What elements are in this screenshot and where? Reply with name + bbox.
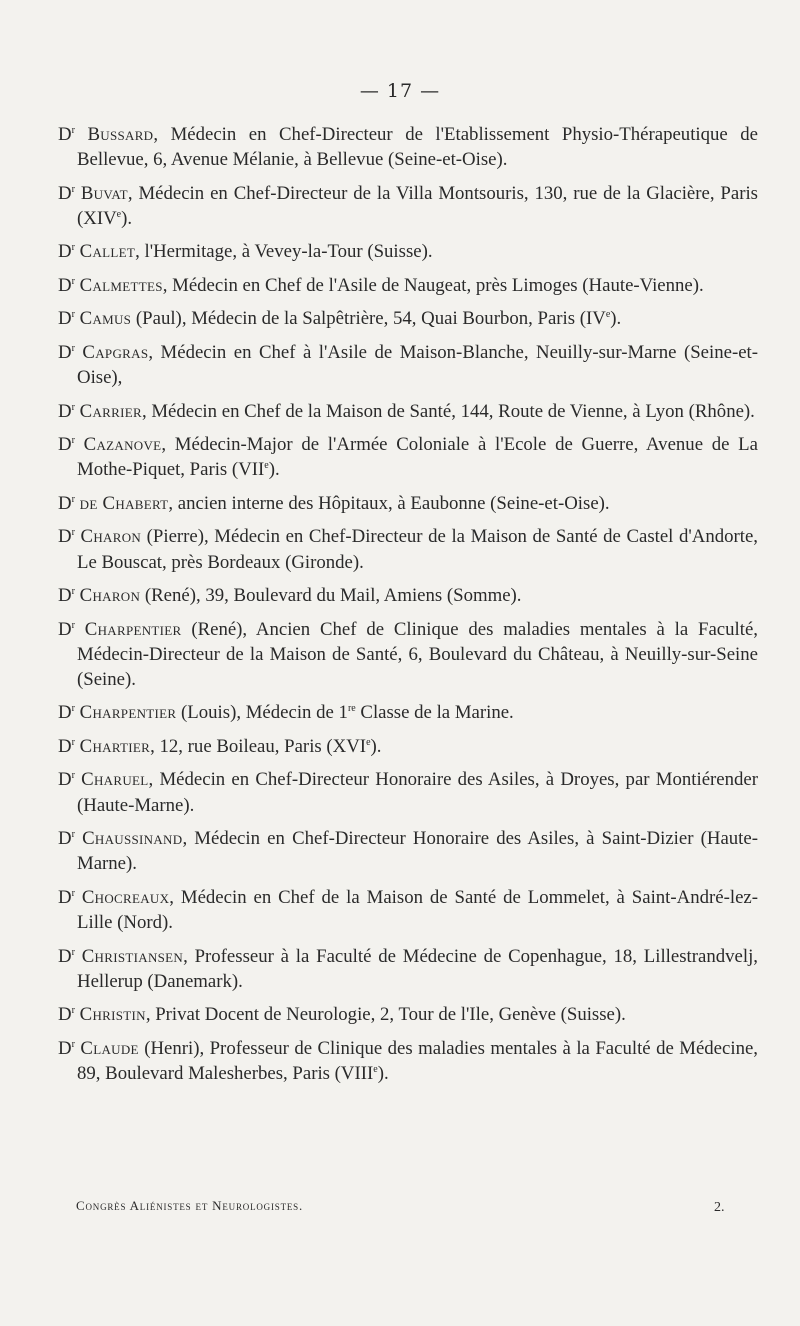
entry-text: (Louis), Médecin de 1 [176,702,348,724]
doctor-name: Cazanove [83,434,162,456]
ordinal-sup: e [373,1063,378,1075]
entry-text: (Pierre), Médecin en Chef-Directeur de la Maison de Santé de Castel d'Andorte, Le Bouscat, près Bordeaux (Gironde). [77,526,758,573]
title-sup: r [71,125,75,136]
title: D [58,400,72,422]
doctor-name: Camus [79,308,132,330]
directory-entry [58,944,758,994]
directory-entry [58,767,758,817]
directory-entry [58,273,758,298]
entry-text: , Médecin en Chef-Directeur de l'Etablissement Physio-Thérapeutique de Bellevue, 6, Avenue Mélanie, à Bellevue (Seine-et-Oise). [77,124,758,171]
doctor-name: Calmettes [79,274,163,296]
title: D [58,769,72,791]
entry-text: (René), Ancien Chef de Clinique des maladies mentales à la Faculté, Médecin-Directeur de la Maison de Santé, 6, Boulevard du Château, à Neuilly-sur-Seine (Seine). [77,618,758,690]
title: D [58,182,72,204]
title: D [58,308,72,330]
entry-text-end: ). [268,459,280,481]
title: D [58,618,72,640]
title-sup: r [71,183,75,195]
doctor-name: Claude [80,1037,139,1059]
entry-text: , Privat Docent de Neurologie, 2, Tour de l'Ile, Genève (Suisse). [145,1004,626,1026]
doctor-name: Buvat [80,182,128,204]
doctor-name: Charon [80,526,142,548]
entry-text: (René), 39, Boulevard du Mail, Amiens (Somme). [140,585,522,607]
title: D [58,735,72,757]
title-sup: r [71,342,75,354]
entry-text: (Henri), Professeur de Clinique des maladies mentales à la Faculté de Médecine, 89, Boulevard Malesherbes, Paris (VIII [77,1037,758,1084]
directory-entry [58,524,758,574]
doctor-name: Charuel [81,769,149,791]
title-sup: r [71,736,75,748]
doctor-name: Chocreaux [81,886,170,908]
title: D [58,702,72,724]
directory-entry [58,306,758,331]
directory-entry [58,885,758,935]
page-number: — 17 — [359,80,441,102]
entry-text: , Professeur à la Faculté de Médecine de Copenhague, 18, Lillestrandvelj, Hellerup (Danemark). [77,945,758,992]
directory-entry [58,734,758,759]
entry-text: , Médecin en Chef de l'Asile de Naugeat, près Limoges (Haute-Vienne). [162,274,704,296]
entry-text: , l'Hermitage, à Vevey-la-Tour (Suisse). [135,241,433,263]
entry-text-end: Classe de la Marine. [355,702,514,724]
title: D [58,124,72,145]
directory-entry [58,491,758,516]
doctor-name: Charpentier [84,618,182,640]
ordinal-sup: re [347,703,356,715]
title-sup: r [71,829,75,841]
ordinal-sup: e [366,736,371,748]
title: D [58,434,72,456]
entry-text: (Paul), Médecin de la Salpêtrière, 54, Quai Bourbon, Paris (IV [131,308,606,330]
entry-text: , Médecin en Chef de la Maison de Santé de Lommelet, à Saint-André-lez-Lille (Nord). [77,886,758,934]
title-sup: r [71,401,75,413]
title-sup: r [71,275,75,287]
ordinal-sup: e [264,460,269,472]
title: D [58,1037,72,1059]
title-sup: r [71,586,75,598]
doctor-name: Charpentier [79,702,177,724]
title-sup: r [71,309,75,321]
title-sup: r [71,1038,75,1050]
directory-entry [58,399,758,424]
directory-entry [58,432,758,482]
title: D [58,828,72,850]
title: D [58,241,72,263]
doctor-name: Christiansen [81,945,184,967]
title-sup: r [71,493,75,505]
title-sup: r [71,887,75,899]
footer-signature: Congrès Aliénistes et Neurologistes. [76,1198,304,1213]
directory-entry [58,181,758,231]
title-sup: r [71,703,75,715]
doctor-name: Christin [79,1004,146,1026]
entry-text: , Médecin en Chef-Directeur Honoraire des Asiles, à Saint-Dizier (Haute-Marne). [77,828,758,875]
doctor-name: Charon [79,585,141,607]
title: D [58,526,72,548]
directory-entry [58,1036,758,1086]
entry-text: , Médecin en Chef-Directeur Honoraire des Asiles, à Droyes, par Montiérender (Haute-Marne). [77,769,758,816]
directory-entry [58,1002,758,1027]
entry-text-end: ). [370,735,382,757]
signature-number: 2. [714,1200,725,1215]
directory-entry [58,340,758,390]
doctor-name: Callet [79,241,136,263]
ordinal-sup: e [605,309,611,321]
entry-text: , 12, rue Boileau, Paris (XVI [150,735,367,757]
title-sup: r [71,242,75,254]
directory-entry [58,583,758,608]
directory-entry [58,826,758,876]
title-sup: r [71,946,75,958]
title-sup: r [71,619,75,631]
doctor-name: Chaussinand [82,828,183,850]
title: D [58,341,72,363]
doctor-name: Chartier [79,735,151,757]
directory-entry [58,617,758,693]
title: D [58,274,72,296]
title-sup: r [71,1005,75,1017]
entry-text-end: ). [377,1062,389,1084]
entry-text: , Médecin en Chef à l'Asile de Maison-Blanche, Neuilly-sur-Marne (Seine-et-Oise), [77,341,759,389]
title: D [58,886,72,908]
directory-entry [58,700,758,725]
directory-entry [58,122,758,172]
title-sup: r [71,435,75,447]
doctor-name: Carrier [79,400,142,422]
entry-text: , ancien interne des Hôpitaux, à Eaubonne (Seine-et-Oise). [168,492,610,514]
title-sup: r [71,770,75,782]
directory-entry [58,239,758,264]
doctor-name: de Chabert [79,492,169,514]
title-sup: r [71,527,75,539]
entry-text: , Médecin en Chef de la Maison de Santé, 144, Route de Vienne, à Lyon (Rhône). [141,400,755,422]
entry-text: , Médecin en Chef-Directeur de la Villa Montsouris, 130, rue de la Glacière, Paris (XIV [77,182,758,229]
entry-text-end: ). [610,308,622,330]
directory-entries [58,122,758,1094]
title: D [58,945,72,967]
entry-text-end: ). [121,207,133,229]
doctor-name: Capgras [82,341,149,363]
entry-text: , Médecin-Major de l'Armée Coloniale à l'Ecole de Guerre, Avenue de La Mothe-Piquet, Paris (VII [77,434,758,481]
title: D [58,585,72,607]
doctor-name: Bussard [87,124,154,145]
title: D [58,492,72,514]
title: D [58,1004,72,1026]
ordinal-sup: e [116,208,122,220]
